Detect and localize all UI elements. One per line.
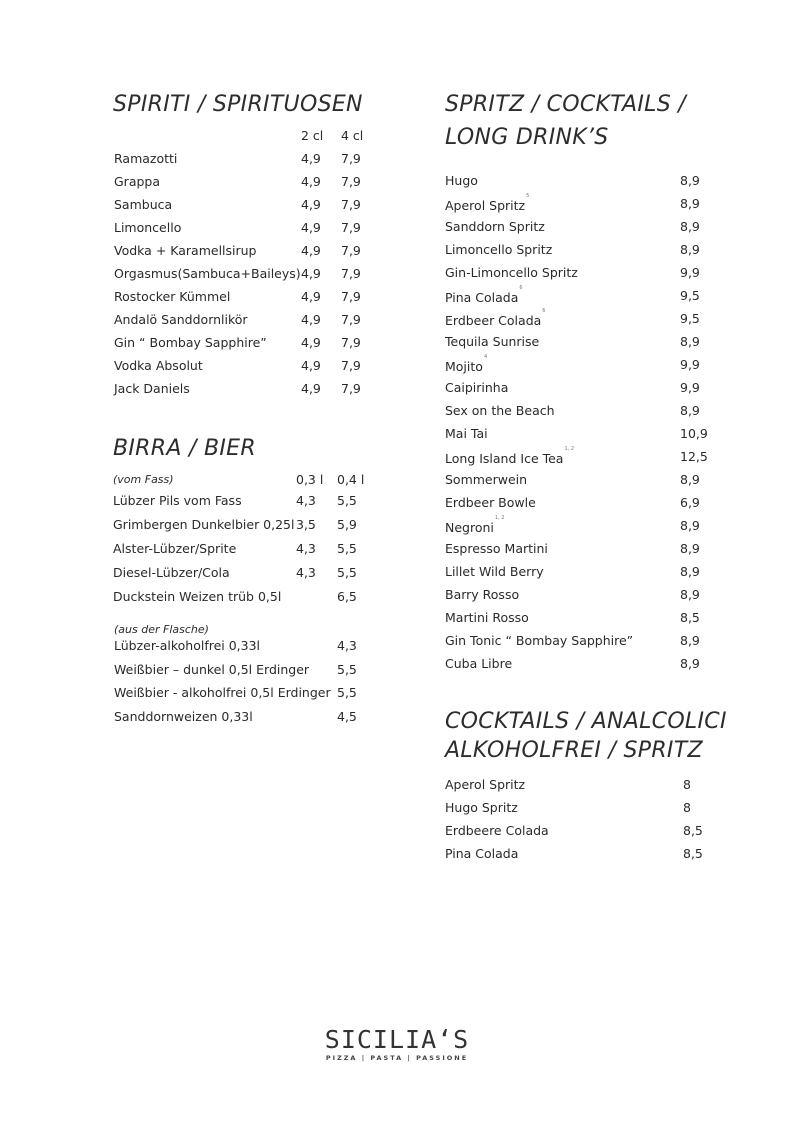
item-name-text: Pina Colada [445, 290, 519, 306]
item-name: Vodka + Karamellsirup [114, 243, 257, 258]
item-name: Hugo [445, 173, 478, 188]
vom-fass-note: (vom Fass) [113, 473, 174, 486]
price: 8,9 [680, 472, 700, 487]
price: 8 [683, 800, 691, 815]
item-name [445, 308, 546, 329]
price: 8,5 [680, 610, 700, 625]
price: 8,9 [680, 196, 700, 211]
price-2cl: 4,9 [301, 289, 321, 304]
item-name [445, 354, 488, 375]
item-name: Gin Tonic “ Bombay Sapphire” [445, 633, 634, 648]
footnote-marker: 1, 2 [494, 515, 505, 521]
item-name: Jack Daniels [114, 381, 190, 396]
item-name: Martini Rosso [445, 610, 529, 625]
cocktails-title-line1: SPRITZ / COCKTAILS / [445, 92, 686, 117]
price: 8,9 [680, 403, 700, 418]
col-4cl-label: 4 cl [341, 128, 364, 143]
footnote-marker: 1, 2 [564, 446, 575, 452]
item-name: Limoncello Spritz [445, 242, 553, 257]
price-04l: 5,9 [337, 517, 357, 532]
price-04l: 5,5 [337, 541, 357, 556]
price: 6,9 [680, 495, 700, 510]
item-name: Alster-Lübzer/Sprite [113, 541, 237, 556]
item-name: Diesel-Lübzer/Cola [113, 565, 230, 580]
item-name: Pina Colada [445, 846, 519, 861]
price: 5,5 [337, 685, 357, 700]
price-04l: 5,5 [337, 565, 357, 580]
price: 9,9 [680, 265, 700, 280]
price: 8 [683, 777, 691, 792]
logo-name: SICILIA‘S [324, 1025, 470, 1054]
price-4cl: 7,9 [341, 266, 361, 281]
item-name: Vodka Absolut [114, 358, 203, 373]
price-4cl: 7,9 [341, 174, 361, 189]
item-name: Weißbier - alkoholfrei 0,5l Erdinger [114, 685, 331, 700]
price-2cl: 4,9 [301, 358, 321, 373]
price-2cl: 4,9 [301, 151, 321, 166]
price-03l: 4,3 [296, 565, 316, 580]
price: 8,9 [680, 518, 700, 533]
price-03l: 3,5 [296, 517, 316, 532]
aus-der-flasche-note: (aus der Flasche) [114, 623, 209, 636]
price: 5,5 [337, 661, 357, 677]
price: 4,5 [337, 708, 357, 724]
item-name [445, 515, 505, 536]
price: 8,9 [680, 173, 700, 188]
price: 8,9 [680, 564, 700, 579]
item-name: Sanddorn Spritz [445, 219, 545, 234]
col-2cl-label: 2 cl [301, 128, 324, 143]
logo-tagline: PIZZA | PASTA | PASSIONE [325, 1054, 469, 1062]
price-2cl: 4,9 [301, 381, 321, 396]
price-2cl: 4,9 [301, 220, 321, 235]
price: 8,9 [680, 242, 700, 257]
item-name: Orgasmus(Sambuca+Baileys) [114, 266, 301, 281]
item-name: Rostocker Kümmel [114, 289, 231, 304]
item-name: Sanddornweizen 0,33l [114, 708, 253, 724]
footnote-marker: 6 [542, 308, 546, 314]
price-2cl: 4,9 [301, 266, 321, 281]
price-4cl: 7,9 [341, 381, 361, 396]
price: 9,5 [680, 311, 700, 326]
footnote-marker: 4 [483, 354, 488, 360]
item-name: Sex on the Beach [445, 403, 555, 418]
item-name: Ramazotti [114, 151, 178, 166]
price: 8,9 [680, 633, 700, 648]
alkoholfrei-title-line2: ALKOHOLFREI / SPRITZ [445, 738, 703, 763]
logo [0, 1026, 794, 1062]
price: 9,5 [680, 288, 700, 303]
item-name: Duckstein Weizen trüb 0,5l [113, 589, 282, 604]
item-name: Weißbier – dunkel 0,5l Erdinger [114, 661, 310, 677]
item-name: Cuba Libre [445, 656, 513, 671]
item-name-text: Negroni [445, 520, 494, 536]
item-name: Lübzer Pils vom Fass [113, 493, 242, 508]
price-4cl: 7,9 [341, 151, 361, 166]
price-2cl: 4,9 [301, 174, 321, 189]
price: 9,9 [680, 357, 700, 372]
col-03l-label: 0,3 l [296, 472, 324, 487]
price-04l: 5,5 [337, 493, 357, 508]
price-4cl: 7,9 [341, 243, 361, 258]
item-name-text: Long Island Ice Tea [445, 451, 564, 467]
item-name: Gin-Limoncello Spritz [445, 265, 578, 280]
price: 12,5 [680, 449, 708, 464]
item-name: Sommerwein [445, 472, 528, 487]
item-name: Lübzer-alkoholfrei 0,33l [114, 638, 261, 653]
price-2cl: 4,9 [301, 197, 321, 212]
price: 4,3 [337, 638, 357, 653]
item-name: Caipirinha [445, 380, 509, 395]
price: 8,9 [680, 219, 700, 234]
price-2cl: 4,9 [301, 335, 321, 350]
price-4cl: 7,9 [341, 358, 361, 373]
price: 8,9 [680, 587, 700, 602]
price-2cl: 4,9 [301, 243, 321, 258]
cocktails-title-line2: LONG DRINK’S [445, 125, 609, 150]
price-4cl: 7,9 [341, 289, 361, 304]
item-name: Aperol Spritz [445, 777, 526, 792]
item-name-text: Aperol Spritz [445, 198, 526, 214]
price: 9,9 [680, 380, 700, 395]
price: 8,5 [683, 823, 703, 838]
item-name: Andalö Sanddornlikör [114, 312, 248, 327]
item-name-text: Erdbeer Colada [445, 313, 542, 329]
price-4cl: 7,9 [341, 335, 361, 350]
item-name: Hugo Spritz [445, 800, 518, 815]
item-name: Gin “ Bombay Sapphire” [114, 335, 267, 350]
item-name: Grimbergen Dunkelbier 0,25l [113, 517, 295, 532]
price-4cl: 7,9 [341, 197, 361, 212]
price: 8,9 [680, 656, 700, 671]
item-name: Sambuca [114, 197, 173, 212]
item-name [445, 193, 530, 214]
price-03l: 4,3 [296, 541, 316, 556]
item-name-text: Mojito [445, 359, 483, 375]
bier-title: BIRRA / BIER [113, 436, 256, 461]
footnote-marker: 6 [519, 285, 523, 291]
price: 8,5 [683, 846, 703, 861]
item-name: Erdbeere Colada [445, 823, 549, 838]
alkoholfrei-title-line1: COCKTAILS / ANALCOLICI [445, 709, 727, 734]
item-name: Limoncello [114, 220, 182, 235]
item-name: Mai Tai [445, 426, 488, 441]
item-name [445, 446, 575, 467]
price-4cl: 7,9 [341, 312, 361, 327]
item-name: Espresso Martini [445, 541, 548, 556]
item-name: Grappa [114, 174, 161, 189]
footnote-marker: 5 [526, 193, 530, 199]
price-04l: 6,5 [337, 589, 357, 604]
price-4cl: 7,9 [341, 220, 361, 235]
item-name: Erdbeer Bowle [445, 495, 536, 510]
item-name: Barry Rosso [445, 587, 520, 602]
price: 10,9 [680, 426, 708, 441]
price-2cl: 4,9 [301, 312, 321, 327]
item-name: Lillet Wild Berry [445, 564, 544, 579]
item-name: Tequila Sunrise [445, 334, 540, 349]
item-name [445, 285, 523, 306]
spirituosen-title: SPIRITI / SPIRITUOSEN [113, 92, 363, 117]
col-04l-label: 0,4 l [337, 472, 365, 487]
price: 8,9 [680, 334, 700, 349]
price-03l: 4,3 [296, 493, 316, 508]
price: 8,9 [680, 541, 700, 556]
